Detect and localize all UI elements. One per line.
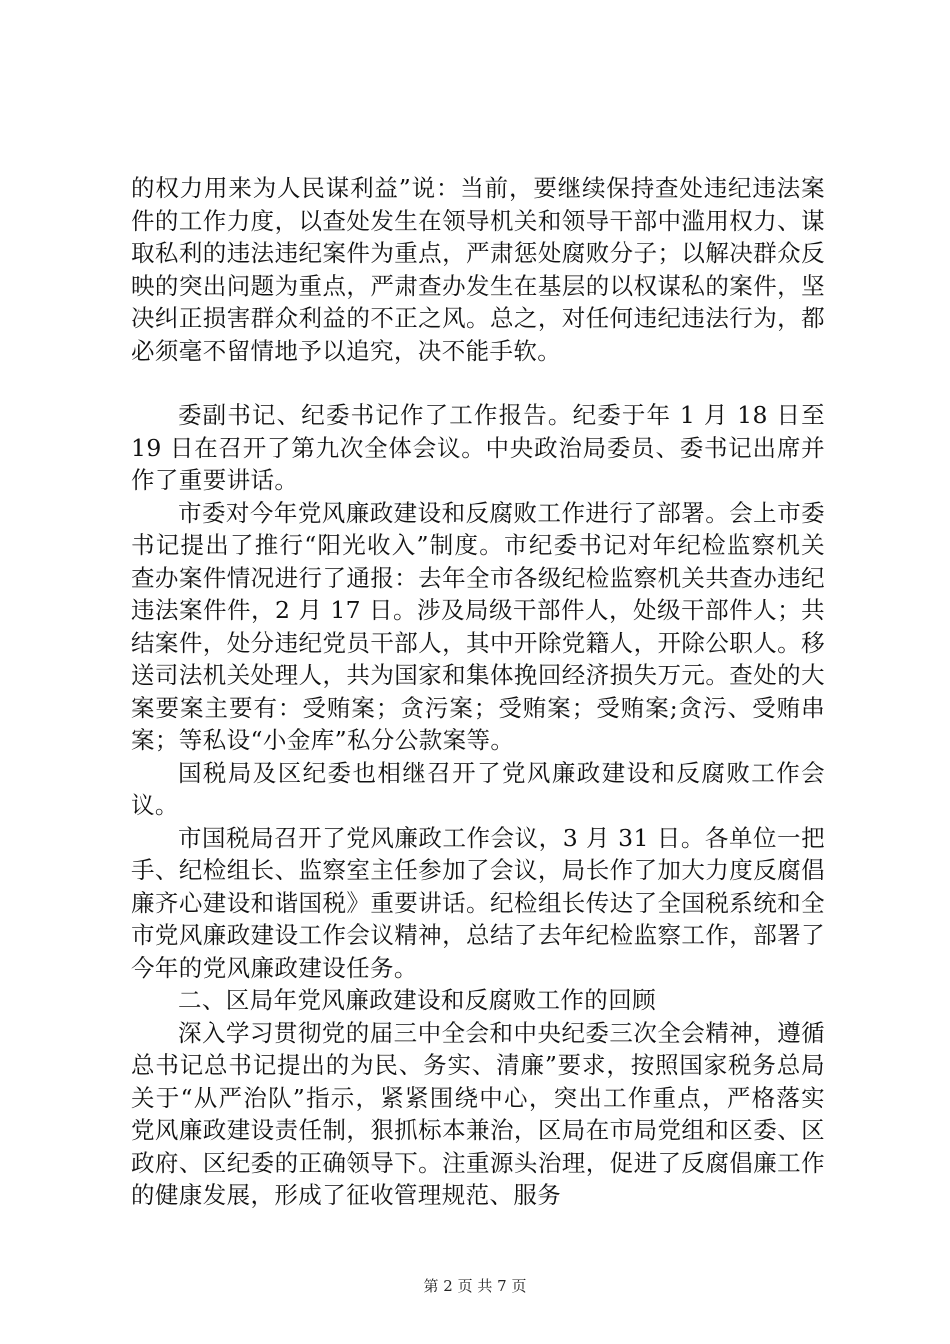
paragraph-tax-bureau-meeting: 市国税局召开了党风廉政工作会议，3 月 31 日。各单位一把手、纪检组长、监察室主任参加了会议，局长作了加大力度反腐倡廉齐心建设和谐国税》重要讲话。纪检组长传达了全国税系统和全市党风廉政建设工作会议精神，总结了去年纪检监察工作，部署了今年的党风廉政建设任务。 — [131, 823, 825, 982]
paragraph-review: 深入学习贯彻党的届三中全会和中央纪委三次全会精神，遵循总书记总书记提出的为民、务实、清廉”要求，按照国家税务总局关于“从严治队”指示，紧紧围绕中心，突出工作重点，严格落实党风廉政建设责任制，狠抓标本兼治，区局在市局党组和区委、区政府、区纪委的正确领导下。注重源头治理，促进了反腐倡廉工作的健康发展，形成了征收管理规范、服务 — [131, 1018, 825, 1209]
paragraph-municipal-deployment: 市委对今年党风廉政建设和反腐败工作进行了部署。会上市委书记提出了推行“阳光收入”制度。市纪委书记对年纪检监察机关查办案件情况进行了通报：去年全市各级纪检监察机关共查办违纪违法案件件，2 月 17 日。涉及局级干部件人，处级干部件人；共结案件，处分违纪党员干部人，其中开除党籍人，开除公职人。移送司法机关处理人，共为国家和集体挽回经济损失万元。查处的大案要案主要有：受贿案；贪污案；受贿案；受贿案;贪污、受贿串案；等私设“小金库”私分公款案等。 — [131, 498, 825, 754]
document-body — [131, 172, 825, 1212]
page-footer: 第 2 页 共 7 页 — [423, 1277, 527, 1295]
paragraph-gap — [131, 367, 825, 399]
paragraph-continuation: 的权力用来为人民谋利益”说：当前，要继续保持查处违纪违法案件的工作力度，以查处发生在领导机关和领导干部中滥用权力、谋取私利的违法违纪案件为重点，严肃惩处腐败分子；以解决群众反映的突出问题为重点，严肃查办发生在基层的以权谋私的案件，坚决纠正损害群众利益的不正之风。总之，对任何违纪违法行为，都必须毫不留情地予以追究，决不能手软。 — [131, 174, 825, 365]
section-heading: 二、区局年党风廉政建设和反腐败工作的回顾 — [178, 986, 656, 1014]
paragraph-district-meeting: 国税局及区纪委也相继召开了党风廉政建设和反腐败工作会议。 — [131, 758, 825, 819]
paragraph-report: 委副书记、纪委书记作了工作报告。纪委于年 1 月 18 日至 19 日在召开了第九次全体会议。中央政治局委员、委书记出席并作了重要讲话。 — [131, 401, 825, 494]
